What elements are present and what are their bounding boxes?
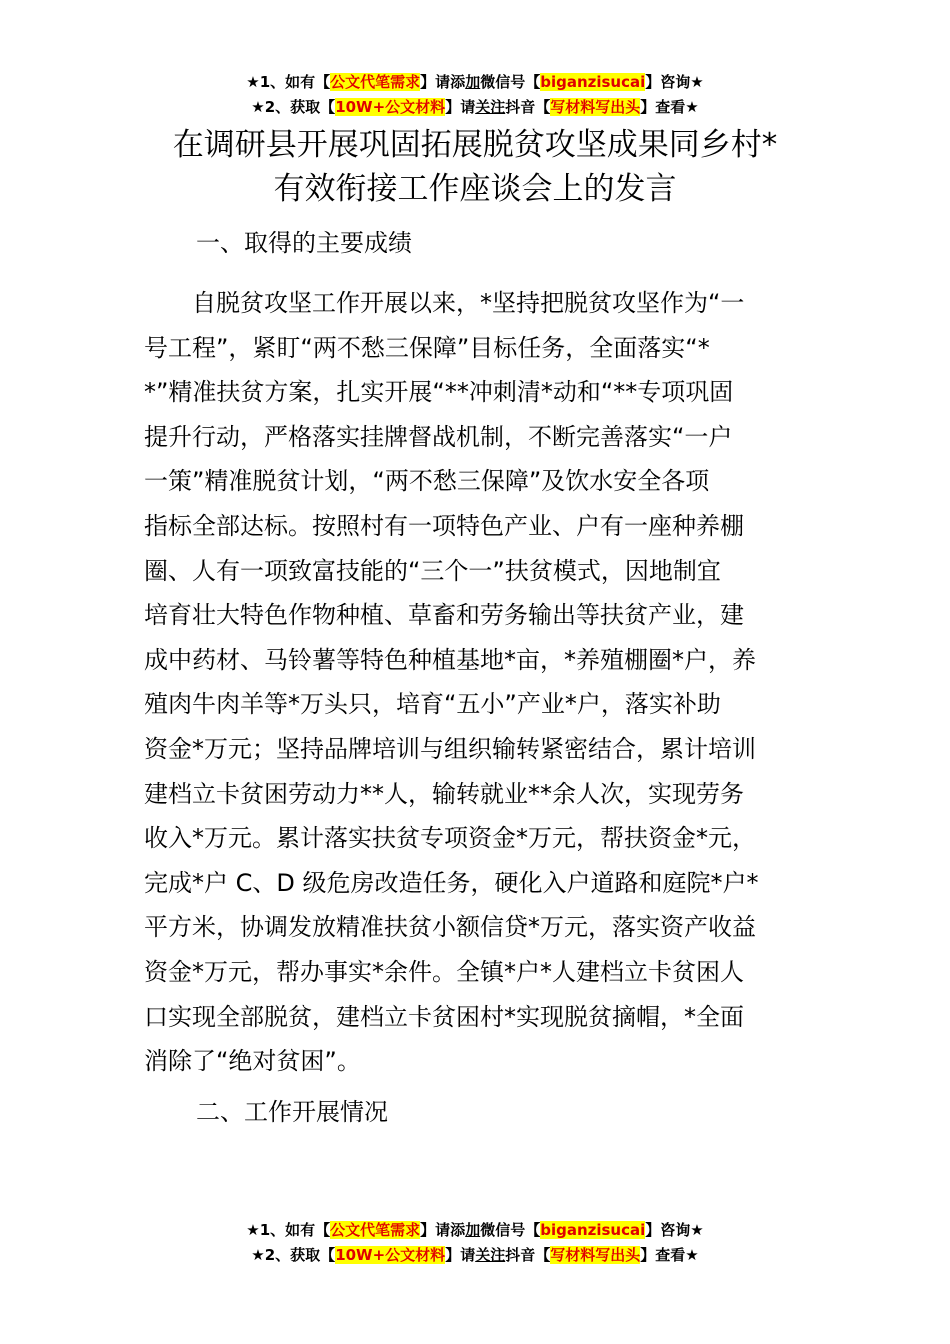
paragraph-line: 消除了“绝对贫困”。 [144, 1047, 361, 1076]
paragraph-line: 自脱贫攻坚工作开展以来，*坚持把脱贫攻坚作为“一 [144, 289, 745, 317]
banner-text: ★1、如有【 [246, 1221, 331, 1239]
banner-text: 】查看★ [640, 1246, 699, 1264]
banner-text: 微信号【 [480, 1221, 541, 1239]
paragraph-line: 一策”精准脱贫计划，“两不愁三保障”及饮水安全各项 [144, 467, 710, 496]
paragraph-line: 建档立卡贫困劳动力**人，输转就业**余人次，实现劳务 [144, 779, 744, 808]
header-banner [0, 70, 950, 120]
banner-text: 】查看★ [640, 98, 699, 116]
banner-douyin-name: 写材料写出头 [550, 1246, 641, 1264]
banner-line-2 [0, 95, 950, 120]
body-paragraph [144, 281, 814, 1084]
banner-underline: 加 [465, 1221, 481, 1239]
banner-text: ★1、如有【 [246, 73, 331, 91]
banner-line-2 [0, 1243, 950, 1268]
banner-underline: 关注 [475, 1246, 506, 1264]
banner-line-1 [0, 1218, 950, 1243]
banner-text: ★2、获取【 [251, 1246, 336, 1264]
banner-underline: 加 [465, 73, 481, 91]
paragraph-line: 资金*万元，帮办事实*余件。全镇*户*人建档立卡贫困人 [144, 957, 744, 986]
banner-wechat-id: biganzisucai [540, 73, 646, 91]
banner-text: 】咨询★ [645, 73, 704, 91]
paragraph-line: 殖肉牛肉羊等*万头只，培育“五小”产业*户，落实补助 [144, 690, 721, 719]
section-heading-2: 二、工作开展情况 [196, 1098, 388, 1126]
banner-underline: 关注 [475, 98, 506, 116]
banner-text: 微信号【 [480, 73, 541, 91]
paragraph-line: 圈、人有一项致富技能的“三个一”扶贫模式，因地制宜 [144, 556, 721, 585]
paragraph-line: 口实现全部脱贫，建档立卡贫困村*实现脱贫摘帽，*全面 [144, 1002, 744, 1031]
paragraph-line: 完成*户 C、D 级危房改造任务，硬化入户道路和庭院*户* [144, 868, 759, 897]
paragraph-line: 成中药材、马铃薯等特色种植基地*亩，*养殖棚圈*户，养 [144, 645, 756, 674]
paragraph-line: *”精准扶贫方案，扎实开展“**冲刺清*动和“**专项巩固 [144, 378, 734, 407]
banner-text: 抖音【 [505, 1246, 551, 1264]
banner-highlight: 10W+公文材料 [335, 1246, 446, 1264]
paragraph-line: 资金*万元；坚持品牌培训与组织输转紧密结合，累计培训 [144, 734, 756, 763]
paragraph-line: 号工程”，紧盯“两不愁三保障”目标任务，全面落实“* [144, 333, 710, 362]
banner-highlight: 10W+公文材料 [335, 98, 446, 116]
banner-douyin-name: 写材料写出头 [550, 98, 641, 116]
banner-text: 】请添 [420, 1221, 466, 1239]
banner-text: 】请 [445, 1246, 476, 1264]
title-line-2: 有效衔接工作座谈会上的发言 [273, 171, 677, 207]
paragraph-line: 提升行动，严格落实挂牌督战机制，不断完善落实“一户 [144, 422, 733, 451]
paragraph-line: 指标全部达标。按照村有一项特色产业、户有一座种养棚 [144, 511, 744, 540]
section-heading-1: 一、取得的主要成绩 [196, 229, 412, 257]
banner-wechat-id: biganzisucai [540, 1221, 646, 1239]
banner-line-1 [0, 70, 950, 95]
paragraph-line: 收入*万元。累计落实扶贫专项资金*万元，帮扶资金*元， [144, 824, 756, 853]
banner-text: 】请 [445, 98, 476, 116]
footer-banner [0, 1218, 950, 1268]
banner-text: 】请添 [420, 73, 466, 91]
title-line-1: 在调研县开展巩固拓展脱贫攻坚成果同乡村* [172, 127, 778, 163]
paragraph-line: 平方米，协调发放精准扶贫小额信贷*万元，落实资产收益 [144, 913, 756, 942]
banner-text: ★2、获取【 [251, 98, 336, 116]
banner-text: 抖音【 [505, 98, 551, 116]
banner-highlight: 公文代笔需求 [330, 73, 421, 91]
document-title [0, 123, 950, 211]
banner-text: 】咨询★ [645, 1221, 704, 1239]
banner-highlight: 公文代笔需求 [330, 1221, 421, 1239]
paragraph-line: 培育壮大特色作物种植、草畜和劳务输出等扶贫产业，建 [144, 601, 744, 630]
